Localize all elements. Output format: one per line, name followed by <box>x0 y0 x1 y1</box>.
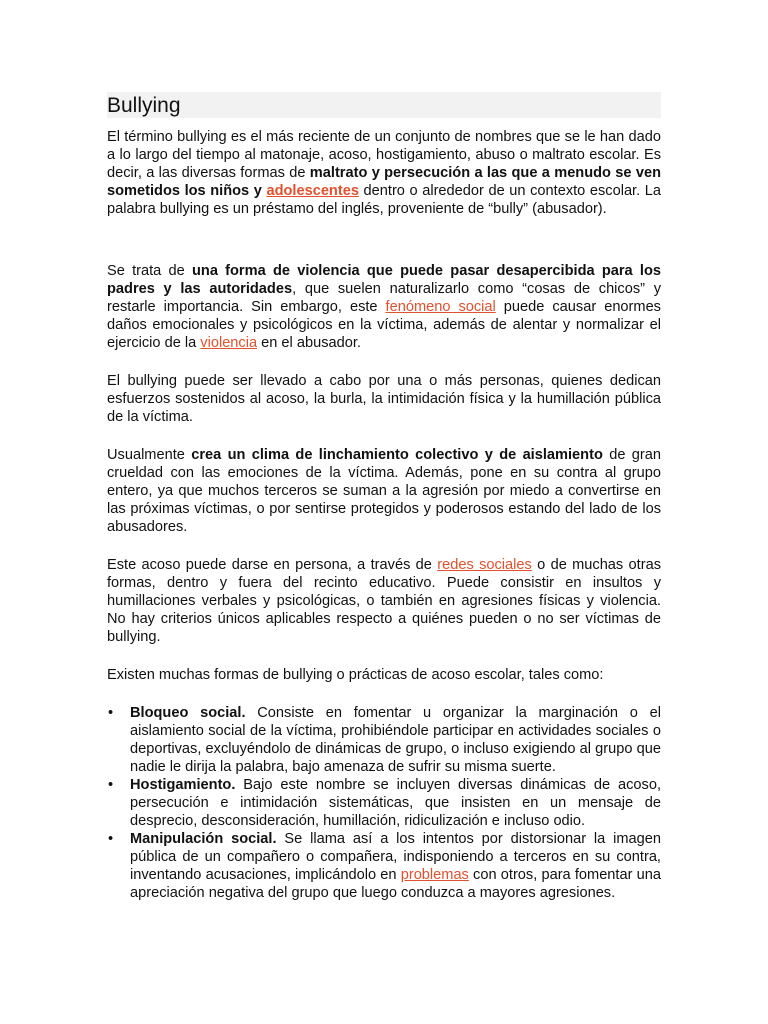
text: Consiste en fomentar u organizar la marginación o el aislamiento social de la víctima, prohibiéndole participar en actividades sociales o deportivas, excluyéndolo de dinámicas de grupo, o incluso exigiendo al grupo que nadie le dirija la palabra, bajo amenaza de sufrir su misma suerte. <box>130 705 661 775</box>
link-problemas[interactable]: problemas <box>400 867 469 883</box>
text: Se llama así a los intentos por distorsionar la imagen pública de un compañero o compañera, indisponiendo a terceros en su contra, inventando acusaciones, implicándolo en <box>130 831 662 883</box>
text: , que suelen naturalizarlo como “cosas de chicos” y restarle importancia. Sin embargo, este <box>107 281 661 315</box>
text: dentro o alrededor de un contexto escolar. La palabra bullying es un préstamo del inglés, proveniente de “bully” (abusador). <box>107 183 661 217</box>
text: en el abusador. <box>257 335 361 351</box>
spacer <box>107 426 661 446</box>
text: con otros, para fomentar una apreciación negativa del grupo que luego conduzca a mayores agresiones. <box>130 867 661 901</box>
list-item <box>130 830 661 902</box>
bold-text: maltrato y persecución a las que a menudo se ven sometidos los niños y <box>107 165 661 199</box>
text: El bullying puede ser llevado a cabo por una o más personas, quienes dedican esfuerzos sostenidos al acoso, la burla, la intimidación física y la humillación pública de la víctima. <box>107 373 661 425</box>
text: o de muchas otras formas, dentro y fuera del recinto educativo. Puede consistir en insultos y humillaciones verbales y psicológicas, o también en agresiones físicas y violencia. No hay criterios únicos aplicables respecto a quiénes pueden o no ser víctimas de bullying. <box>107 557 661 645</box>
text: Este acoso puede darse en persona, a través de <box>107 557 438 573</box>
text: El término bullying es el más reciente de un conjunto de nombres que se le han dado a lo largo del tiempo al matonaje, acoso, hostigamiento, abuso o maltrato escolar. Es decir, a las diversas formas de <box>107 129 661 181</box>
paragraph-definition <box>107 128 661 218</box>
text: puede causar enormes daños emocionales y psicológicos en la víctima, además de alentar y normalizar el ejercicio de la <box>107 299 661 351</box>
text: Se trata de <box>107 263 192 279</box>
link-redes-sociales[interactable]: redes sociales <box>437 557 532 573</box>
list-item-term: Manipulación social. <box>130 831 277 847</box>
forms-list <box>107 704 661 902</box>
page-title: Bullying <box>107 92 661 118</box>
spacer <box>107 218 661 262</box>
text: Usualmente <box>107 447 192 463</box>
text: de gran crueldad con las emociones de la víctima. Además, pone en su contra al grupo entero, ya que muchos terceros se suman a la agresión por miedo a convertirse en las próximas víctimas, o por sentirse protegidos y poderosos estando del lado de los abusadores. <box>107 447 661 535</box>
text: Existen muchas formas de bullying o prácticas de acoso escolar, tales como: <box>107 667 604 683</box>
paragraph-perpetrators <box>107 372 661 426</box>
list-item-term: Hostigamiento. <box>130 777 236 793</box>
list-item <box>130 776 661 830</box>
bold-text: crea un clima de linchamiento colectivo y de aislamiento <box>191 447 603 463</box>
document-body <box>107 92 661 902</box>
text: Bajo este nombre se incluyen diversas dinámicas de acoso, persecución e intimidación sistemáticas, que insisten en un mensaje de desprecio, desconsideración, humillación, ridiculización e incluso odio. <box>130 777 661 829</box>
spacer <box>107 684 661 704</box>
spacer <box>107 352 661 372</box>
spacer <box>107 536 661 556</box>
list-item-term: Bloqueo social. <box>130 705 246 721</box>
link-fenomeno-social[interactable]: fenómeno social <box>385 299 496 315</box>
link-adolescentes[interactable]: adolescentes <box>266 183 359 199</box>
paragraph-climate <box>107 446 661 536</box>
paragraph-forms-intro <box>107 666 661 684</box>
spacer <box>107 646 661 666</box>
link-violencia[interactable]: violencia <box>200 335 258 351</box>
bold-text: una forma de violencia que puede pasar desapercibida para los padres y las autoridades <box>107 263 661 297</box>
paragraph-violence <box>107 262 661 352</box>
list-item <box>130 704 661 776</box>
paragraph-channels <box>107 556 661 646</box>
